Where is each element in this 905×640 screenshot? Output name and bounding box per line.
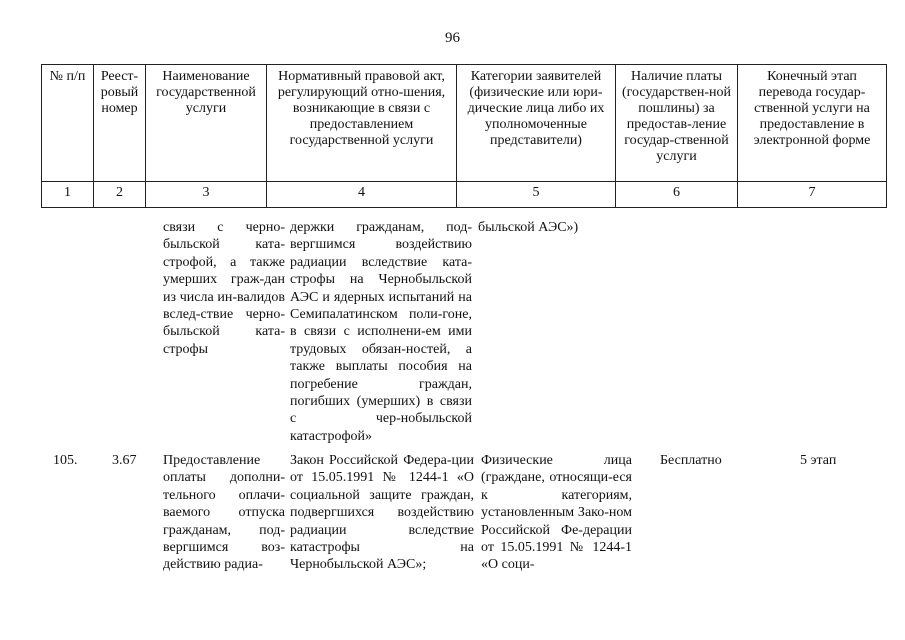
- column-number-6: 6: [616, 182, 738, 208]
- column-number-2: 2: [94, 182, 146, 208]
- continuation-applicant-category: быльской АЭС»): [478, 220, 579, 235]
- column-number-5: 5: [457, 182, 616, 208]
- column-number-3: 3: [146, 182, 267, 208]
- column-header-legal-act: Нормативный правовой акт, регулирующий отно-шения, возникающие в связи с предоставлением государственной услуги: [267, 65, 457, 182]
- column-header-final-stage: Конечный этап перевода государ-ственной услуги на предоставление в электронной форме: [738, 65, 887, 182]
- services-table-header: [41, 64, 887, 208]
- column-header-number: № п/п: [42, 65, 94, 182]
- row-105-number: 105.: [53, 453, 78, 468]
- column-header-applicant-category: Категории заявителей (физические или юри-дические лица либо их уполномоченные представители): [457, 65, 616, 182]
- table-number-row: [42, 182, 887, 208]
- row-105-applicant-category: Физические лица (граждане, относящи-еся к категориям, установленным Зако-ном Российской Фе-дерации от 15.05.1991 № 1244-1 «О соци-: [481, 453, 632, 573]
- column-header-registry: Реест-ровый номер: [94, 65, 146, 182]
- page-number: 96: [445, 30, 460, 46]
- row-105-legal-act: Закон Российской Федера-ции от 15.05.1991 № 1244-1 «О социальной защите граждан, подвергшихся воздействию радиации вследствие катастрофы на Чернобыльской АЭС»;: [290, 453, 474, 573]
- column-header-fee: Наличие платы (государствен-ной пошлины) за предостав-ление государ-ственной услуги: [616, 65, 738, 182]
- continuation-service-name: связи с черно-быльской ката-строфой, а также умерших граж-дан из числа ин-валидов вслед-ствие черно-быльской ката-строфы: [163, 220, 285, 357]
- row-105-final-stage: 5 этап: [800, 453, 837, 468]
- column-number-1: 1: [42, 182, 94, 208]
- row-105-service-name: Предоставление оплаты дополни-тельного оплачи-ваемого отпуска гражданам, под-вергшимся воз-действию радиа-: [163, 453, 285, 573]
- row-105-registry-number: 3.67: [112, 453, 137, 468]
- continuation-legal-act: держки гражданам, под-вергшимся воздействию радиации вследствие ката-строфы на Чернобыльской АЭС и ядерных испытаний на Семипалатинском поли-гоне, в связи с исполнени-ем ими трудовых обязан-ностей, а также выплаты пособия на погребение граждан, погибших (умерших) в связи с чер-нобыльской катастрофой»: [290, 220, 472, 444]
- table-header-row: [42, 65, 887, 182]
- column-number-4: 4: [267, 182, 457, 208]
- column-number-7: 7: [738, 182, 887, 208]
- row-105-fee: Бесплатно: [660, 453, 722, 468]
- column-header-service-name: Наименование государственной услуги: [146, 65, 267, 182]
